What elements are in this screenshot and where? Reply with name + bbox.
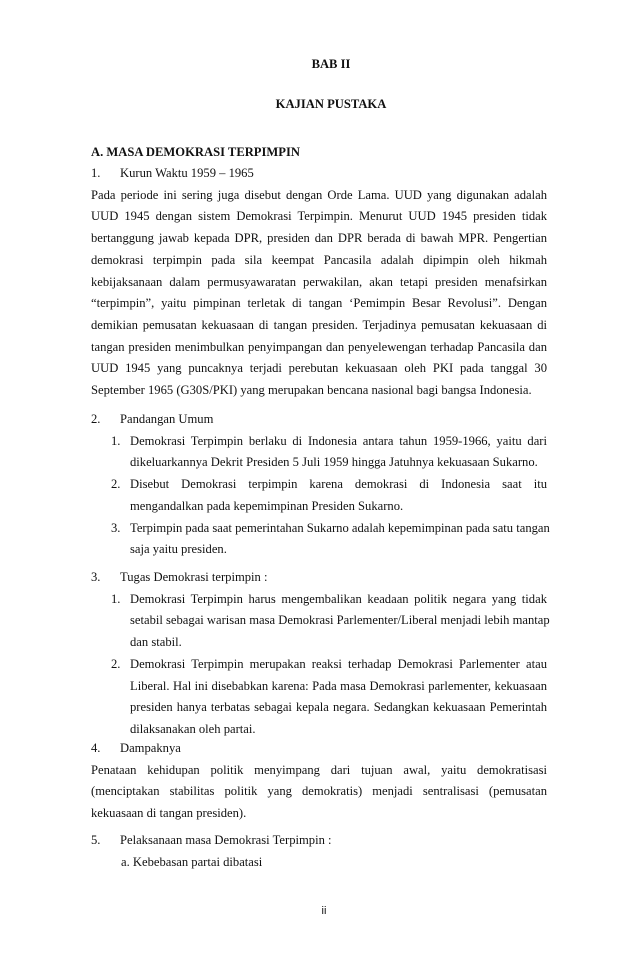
paragraph-line: tangan presiden menimbulkan penyimpangan dan penyelewengan terhadap Pancasila dan — [91, 339, 547, 354]
paragraph-line: UUD 1945 yang puncaknya terjadi perebutan kekuasaan oleh PKI pada tanggal 30 — [91, 361, 547, 376]
subsection-title: Kurun Waktu 1959 – 1965 — [120, 166, 254, 180]
paragraph-line: kekuasaan di tangan presiden). — [91, 806, 247, 821]
list-item-line: saja yaitu presiden. — [130, 542, 227, 557]
item-number: 4. — [91, 741, 101, 755]
list-item-line: Demokrasi Terpimpin merupakan reaksi terhadap Demokrasi Parlementer atau — [130, 656, 547, 671]
paragraph-line: Penataan kehidupan politik menyimpang dari tujuan awal, yaitu demokratisasi — [91, 762, 547, 777]
item-number: 3. — [91, 570, 101, 584]
list-item-line: presiden hanya terbatas sebagai kepala negara. Sedangkan kekuasaan Pemerintah — [130, 700, 547, 715]
list-item-line: mengandalkan pada kepemimpinan Presiden Sukarno. — [130, 498, 404, 513]
paragraph-line: (menciptakan stabilitas politik yang demokratis) menjadi sentralisasi (pemusatan — [91, 784, 547, 799]
paragraph-line: “terpimpin”, yaitu pimpinan terletak di tangan ‘Pemimpin Besar Revolusi”. Dengan — [91, 296, 547, 311]
list-item-line: setabil sebagai warisan masa Demokrasi Parlementer/Liberal menjadi lebih mantap — [130, 613, 550, 628]
list-item-number: 2. — [111, 477, 121, 492]
page-number: ii — [321, 905, 327, 917]
chapter-label: BAB II — [311, 57, 351, 71]
chapter-title: KAJIAN PUSTAKA — [275, 97, 387, 111]
paragraph-line: bertanggung jawab kepada DPR, presiden dan DPR berada di bawah MPR. Pengertian — [91, 231, 547, 246]
paragraph-line: kebijaksanaan dalam permusyawaratan perwakilan, akan tetapi presiden menafsirkan — [91, 274, 547, 289]
item-number: 5. — [91, 833, 101, 847]
subsection-title: Pelaksanaan masa Demokrasi Terpimpin : — [120, 833, 332, 847]
list-item-number: 1. — [111, 433, 121, 448]
paragraph-line: September 1965 (G30S/PKI) yang merupakan bencana nasional bagi bangsa Indonesia. — [91, 383, 532, 397]
list-item-line: dikeluarkannya Dekrit Presiden 5 Juli 1959 hingga Jatuhnya kekuasaan Sukarno. — [130, 455, 538, 470]
subsection-title: Pandangan Umum — [120, 412, 214, 426]
list-item-line: Demokrasi Terpimpin harus mengembalikan keadaan politik negara yang tidak — [130, 591, 547, 606]
subsection-title: Dampaknya — [120, 741, 181, 755]
paragraph-line: demikian pemusatan kekuasaan di tangan presiden. Terjadinya pemusatan kekuasaan di — [91, 317, 547, 332]
section-heading: A. MASA DEMOKRASI TERPIMPIN — [91, 145, 300, 159]
paragraph-line: UUD 1945 dengan sistem Demokrasi Terpimpin. Menurut UUD 1945 presiden tidak — [91, 209, 547, 224]
list-item-line: Liberal. Hal ini disebabkan karena: Pada masa Demokrasi parlementer, kekuasaan — [130, 678, 547, 693]
paragraph-line: demokrasi terpimpin pada sila keempat Pancasila adalah dipimpin oleh hikmah — [91, 252, 547, 267]
list-item-line: Disebut Demokrasi terpimpin karena demokrasi di Indonesia saat itu — [130, 477, 547, 492]
list-item-number: 2. — [111, 656, 121, 671]
list-item-number: 3. — [111, 520, 121, 535]
paragraph-line: Pada periode ini sering juga disebut dengan Orde Lama. UUD yang digunakan adalah — [91, 187, 547, 202]
list-item-line: dilaksanakan oleh partai. — [130, 721, 256, 736]
list-item-line: Demokrasi Terpimpin berlaku di Indonesia antara tahun 1959-1966, yaitu dari — [130, 433, 547, 448]
item-number: 1. — [91, 166, 101, 180]
list-item-number: 1. — [111, 591, 121, 606]
list-item-line: Terpimpin pada saat pemerintahan Sukarno adalah kepemimpinan pada satu tangan — [130, 520, 550, 535]
subsection-title: Tugas Demokrasi terpimpin : — [120, 570, 268, 584]
list-item-line: dan stabil. — [130, 635, 182, 650]
list-item-line: a. Kebebasan partai dibatasi — [121, 854, 263, 869]
item-number: 2. — [91, 412, 101, 426]
